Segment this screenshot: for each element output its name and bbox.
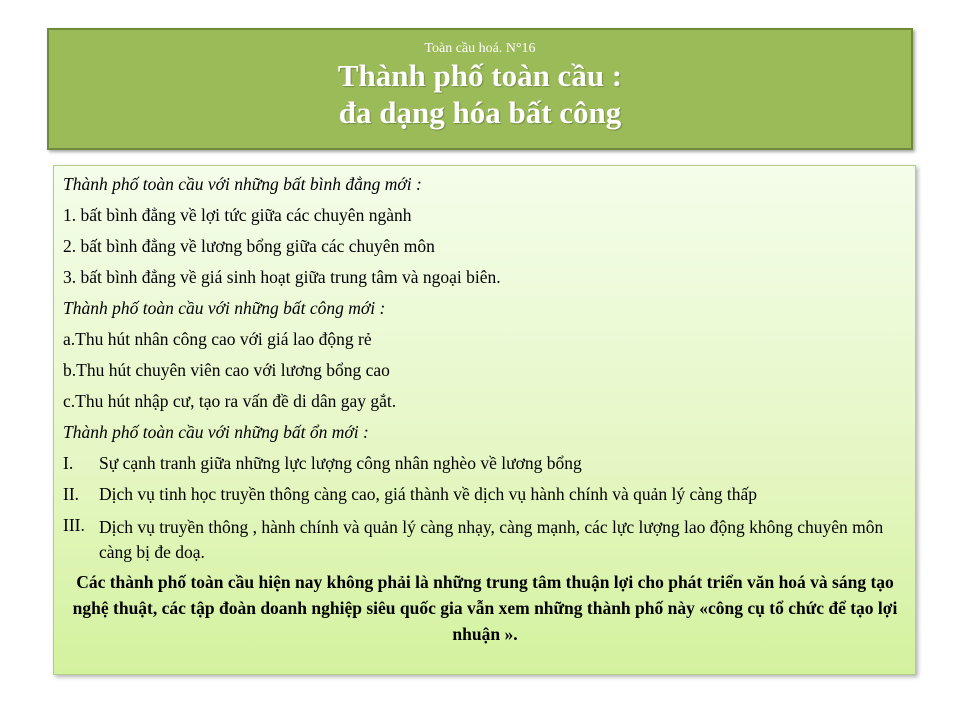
- slide-title-line-2: đa dạng hóa bất công: [338, 95, 622, 130]
- roman-numeral: III.: [63, 515, 85, 535]
- roman-numeral: I.: [63, 453, 74, 473]
- section-heading-instability: Thành phố toàn cầu với những bất ổn mới :: [63, 422, 369, 442]
- section-heading-injustice: Thành phố toàn cầu với những bất công mới :: [63, 298, 386, 318]
- list-item: b.Thu hút chuyên viên cao với lương bổng cao: [63, 360, 390, 380]
- content-box: [53, 165, 916, 675]
- list-item: 3. bất bình đẳng về giá sinh hoạt giữa trung tâm và ngoại biên.: [63, 267, 501, 287]
- conclusion-paragraph: Các thành phố toàn cầu hiện nay không phải là những trung tâm thuận lợi cho phát triển văn hoá và sáng tạo nghệ thuật, các tập đoàn doanh nghiệp siêu quốc gia vẫn xem những thành phố này «công cụ tổ chức để tạo lợi nhuận ».: [72, 572, 898, 644]
- roman-item-text: Sự cạnh tranh giữa những lực lượng công nhân nghèo về lương bổng: [99, 453, 582, 473]
- list-item: c.Thu hút nhập cư, tạo ra vấn đề di dân gay gắt.: [63, 391, 397, 411]
- roman-list-item: [63, 484, 907, 504]
- title-box: [47, 28, 913, 150]
- roman-list-item: [63, 453, 907, 473]
- roman-numeral: II.: [63, 484, 80, 504]
- list-item: a.Thu hút nhân công cao với giá lao động rẻ: [63, 329, 372, 349]
- roman-list-item: [63, 515, 907, 565]
- slide-title-line-1: Thành phố toàn cầu :: [337, 58, 623, 93]
- section-heading-inequality: Thành phố toàn cầu với những bất bình đẳng mới :: [63, 174, 422, 194]
- slide-supertitle: Toàn cầu hoá. N°16: [424, 41, 536, 56]
- list-item: 2. bất bình đẳng về lương bổng giữa các chuyên môn: [63, 236, 435, 256]
- roman-item-text: Dịch vụ tinh học truyền thông càng cao, giá thành về dịch vụ hành chính và quản lý càng thấp: [99, 484, 758, 504]
- roman-item-text: Dịch vụ truyền thông , hành chính và quản lý càng nhạy, càng mạnh, các lực lượng lao động không chuyên môn càng bị đe doạ.: [99, 517, 884, 562]
- list-item: 1. bất bình đẳng về lợi tức giữa các chuyên ngành: [63, 205, 412, 225]
